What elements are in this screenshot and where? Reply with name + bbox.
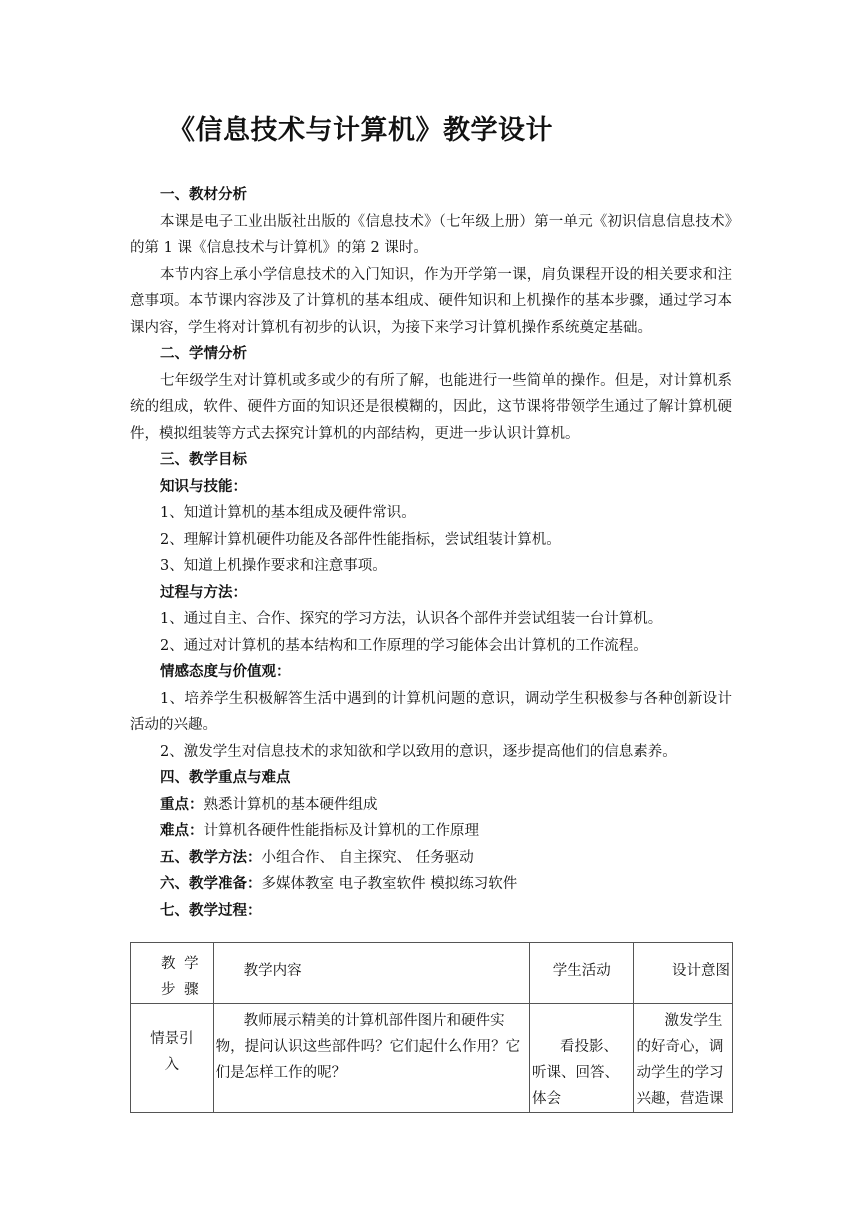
table-header-row bbox=[131, 943, 733, 1004]
table-cell-content: 教师展示精美的计算机部件图片和硬件实物，提问认识这些部件吗？它们起什么作用？它们是怎样工作的呢？ bbox=[213, 1004, 529, 1113]
document-body bbox=[130, 182, 732, 924]
teaching-prep-line bbox=[130, 871, 732, 898]
list-item: 2、理解计算机硬件功能及各部件性能指标，尝试组装计算机。 bbox=[160, 531, 561, 548]
paragraph: 本节内容上承小学信息技术的入门知识，作为开学第一课，肩负课程开设的相关要求和注意事项。本节课内容涉及了计算机的基本组成、硬件知识和上机操作的基本步骤，通过学习本课内容，学生将对计算机有初步的认识，为接下来学习计算机操作系统奠定基础。 bbox=[130, 266, 732, 336]
table-header-cell: 设计意图 bbox=[634, 943, 733, 1004]
table-header-cell: 学生活动 bbox=[530, 943, 634, 1004]
subheading-process-methods: 过程与方法： bbox=[160, 584, 247, 601]
teaching-process-table bbox=[130, 942, 733, 1113]
list-item: 1、培养学生积极解答生活中遇到的计算机问题的意识，调动学生积极参与各种创新设计活动的兴趣。 bbox=[130, 690, 732, 733]
table-cell-intent: 激发学生的好奇心，调动学生的学习兴趣，营造课 bbox=[634, 1004, 733, 1113]
document-title: 《信息技术与计算机》教学设计 bbox=[168, 115, 553, 146]
paragraph: 七年级学生对计算机或多或少的有所了解，也能进行一些简单的操作。但是，对计算机系统的组成，软件、硬件方面的知识还是很模糊的，因此，这节课将带领学生通过了解计算机硬件，模拟组装等方式去探究计算机的内部结构，更进一步认识计算机。 bbox=[130, 372, 732, 442]
difficulty-text: 计算机各硬件性能指标及计算机的工作原理 bbox=[203, 823, 479, 839]
difficulty-line bbox=[130, 818, 732, 845]
list-item: 1、知道计算机的基本组成及硬件常识。 bbox=[160, 505, 416, 521]
table-cell-step: 情景引入 bbox=[131, 1004, 214, 1113]
teaching-method-label: 五、教学方法： bbox=[160, 849, 262, 866]
key-point-label: 重点： bbox=[160, 796, 204, 813]
list-item: 2、通过对计算机的基本结构和工作原理的学习能体会出计算机的工作流程。 bbox=[160, 637, 648, 654]
table-header-cell: 教学内容 bbox=[213, 943, 529, 1004]
list-item: 1、通过自主、合作、探究的学习方法，认识各个部件并尝试组装一台计算机。 bbox=[160, 611, 663, 627]
teaching-method-line bbox=[130, 845, 732, 872]
list-item: 2、激发学生对信息技术的求知欲和学以致用的意识，逐步提高他们的信息素养。 bbox=[160, 743, 677, 760]
list-item: 3、知道上机操作要求和注意事项。 bbox=[160, 558, 387, 574]
subheading-knowledge-skills: 知识与技能： bbox=[160, 478, 247, 495]
teaching-prep-label: 六、教学准备： bbox=[160, 876, 262, 892]
section-heading-teaching-process: 七、教学过程： bbox=[160, 902, 262, 919]
subheading-attitude-values: 情感态度与价值观： bbox=[160, 664, 291, 680]
teaching-method-text: 小组合作、 自主探究、 任务驱动 bbox=[261, 849, 474, 866]
key-point-line bbox=[130, 792, 732, 819]
key-point-text: 熟悉计算机的基本硬件组成 bbox=[203, 796, 378, 813]
table-cell-activity: 看投影、听课、回答、体会 bbox=[530, 1004, 634, 1113]
teaching-prep-text: 多媒体教室 电子教室软件 模拟练习软件 bbox=[261, 876, 518, 892]
difficulty-label: 难点： bbox=[160, 823, 204, 839]
table-row bbox=[131, 1004, 733, 1113]
table-header-cell: 教 学 步 骤 bbox=[131, 943, 214, 1004]
section-heading-textbook-analysis: 一、教材分析 bbox=[160, 187, 247, 203]
section-heading-teaching-goals: 三、教学目标 bbox=[160, 452, 247, 468]
section-heading-key-points: 四、教学重点与难点 bbox=[160, 770, 291, 786]
section-heading-learner-analysis: 二、学情分析 bbox=[160, 346, 247, 362]
paragraph: 本课是电子工业出版社出版的《信息技术》（七年级上册）第一单元《初识信息信息技术》的第 1 课《信息技术与计算机》的第 2 课时。 bbox=[130, 213, 732, 256]
